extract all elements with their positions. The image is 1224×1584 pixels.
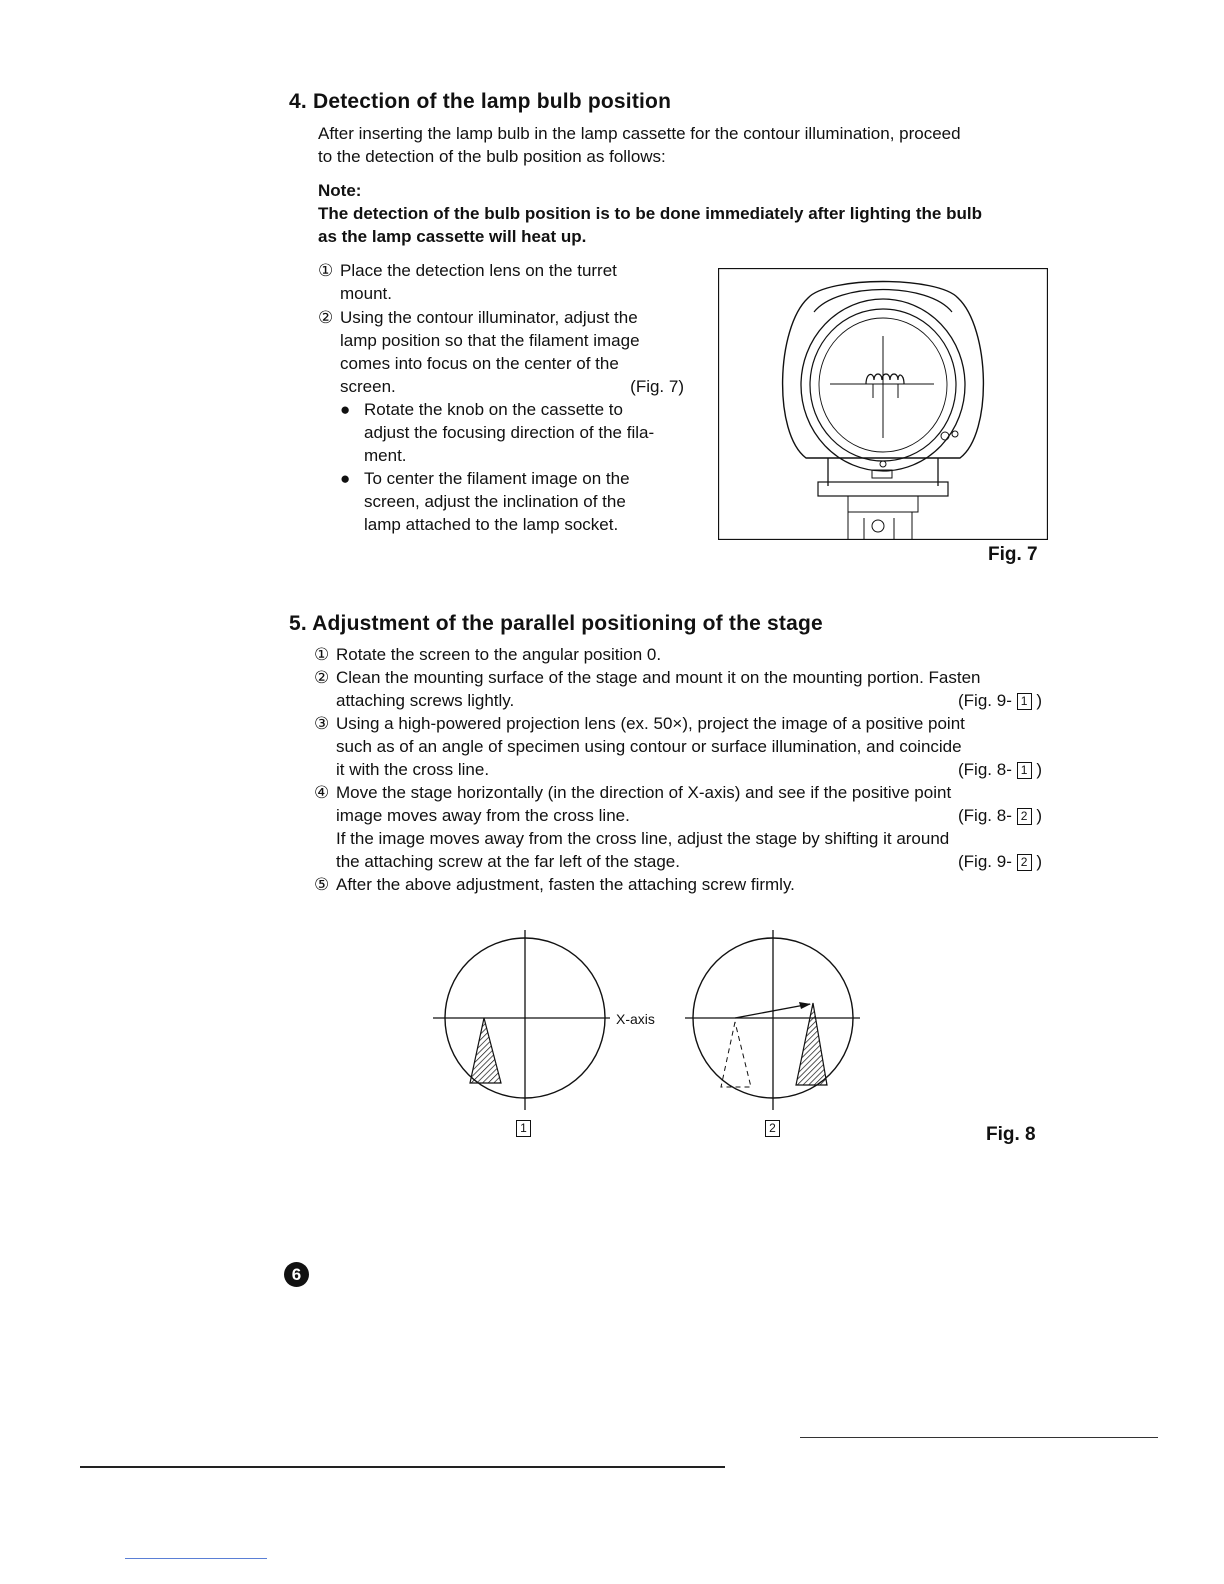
step-5: ⑤ After the above adjustment, fasten the attaching screw firmly. bbox=[314, 875, 795, 894]
fig-reference: (Fig. 9- 1 ) bbox=[958, 691, 1042, 710]
fig-reference: (Fig. 9- 2 ) bbox=[958, 852, 1042, 871]
bottom-rule bbox=[80, 1466, 725, 1468]
step-number: ② bbox=[314, 668, 330, 687]
page-number: 6 bbox=[284, 1262, 309, 1287]
section-4-steps bbox=[318, 259, 684, 536]
step-number: ④ bbox=[314, 783, 330, 802]
step-3: ③ Using a high-powered projection lens (ex. 50×), project the image of a positive point such as of an angle of specimen using contour or surface illumination, and coincide it with the cross line. (Fig. 8- 1 ) bbox=[314, 714, 1042, 779]
fig-8-panel-2 bbox=[685, 930, 860, 1110]
fig-8-caption: Fig. 8 bbox=[986, 1124, 1036, 1145]
fig-number-box: 1 bbox=[1017, 693, 1032, 710]
fig-number-box: 2 bbox=[1017, 808, 1032, 825]
section-5-heading: 5. Adjustment of the parallel positioning of the stage bbox=[289, 612, 823, 635]
section-4-heading: 4. Detection of the lamp bulb position bbox=[289, 90, 672, 113]
fig-reference: (Fig. 7) bbox=[630, 377, 684, 396]
note-text: as the lamp cassette will heat up. bbox=[318, 227, 587, 246]
fig-8-panel-1-label: 1 bbox=[516, 1120, 531, 1138]
fig-8-panel-2-label: 2 bbox=[765, 1120, 780, 1138]
blue-rule bbox=[125, 1558, 267, 1559]
fig-7-illustration bbox=[718, 268, 1048, 540]
step-2: ② Clean the mounting surface of the stage and mount it on the mounting portion. Fasten attaching screws lightly. (Fig. 9- 1 ) bbox=[314, 668, 1042, 710]
fig-number-box: 1 bbox=[1017, 762, 1032, 779]
step-number: ② bbox=[318, 308, 334, 327]
x-axis-label: X-axis bbox=[616, 1011, 655, 1027]
step-4: ④ Move the stage horizontally (in the direction of X-axis) and see if the positive point image moves away from the cross line. (Fig. 8- 2 ) If the image moves away from the cross line, adjust the stage by shifting it around the attaching screw at the far left of the stage. (Fig. 9- 2 ) bbox=[314, 783, 1042, 871]
note-block bbox=[318, 179, 1048, 248]
note-text: The detection of the bulb position is to be done immediately after lighting the bulb bbox=[318, 204, 982, 223]
intro-line: to the detection of the bulb position as follows: bbox=[318, 147, 666, 166]
bullet-icon: ● bbox=[340, 469, 351, 488]
step-1: ① Place the detection lens on the turret mount. bbox=[318, 261, 617, 303]
step-1: ① Rotate the screen to the angular position 0. bbox=[314, 645, 662, 664]
step-number: ① bbox=[314, 645, 330, 664]
bullet-item: ● Rotate the knob on the cassette to adjust the focusing direction of the fila- ment. bbox=[340, 400, 655, 465]
step-number: ③ bbox=[314, 714, 330, 733]
fig-reference: (Fig. 8- 2 ) bbox=[958, 806, 1042, 825]
bullet-item: ● To center the filament image on the screen, adjust the inclination of the lamp attached to the lamp socket. bbox=[340, 469, 630, 534]
fig-number-box: 2 bbox=[1017, 854, 1032, 871]
bullet-icon: ● bbox=[340, 400, 351, 419]
intro-line: After inserting the lamp bulb in the lamp cassette for the contour illumination, proceed bbox=[318, 124, 961, 143]
section-4-intro bbox=[318, 122, 1048, 168]
section-5-steps bbox=[314, 643, 1042, 896]
step-number: ⑤ bbox=[314, 875, 330, 894]
step-number: ① bbox=[318, 261, 334, 280]
bottom-rule bbox=[800, 1437, 1158, 1438]
fig-7-caption: Fig. 7 bbox=[988, 544, 1038, 565]
step-2: ② Using the contour illuminator, adjust the lamp position so that the filament image comes into focus on the center of the screen. (Fig. 7) bbox=[318, 308, 684, 396]
fig-8-panel-1 bbox=[433, 930, 610, 1110]
note-label: Note: bbox=[318, 181, 362, 200]
fig-reference: (Fig. 8- 1 ) bbox=[958, 760, 1042, 779]
